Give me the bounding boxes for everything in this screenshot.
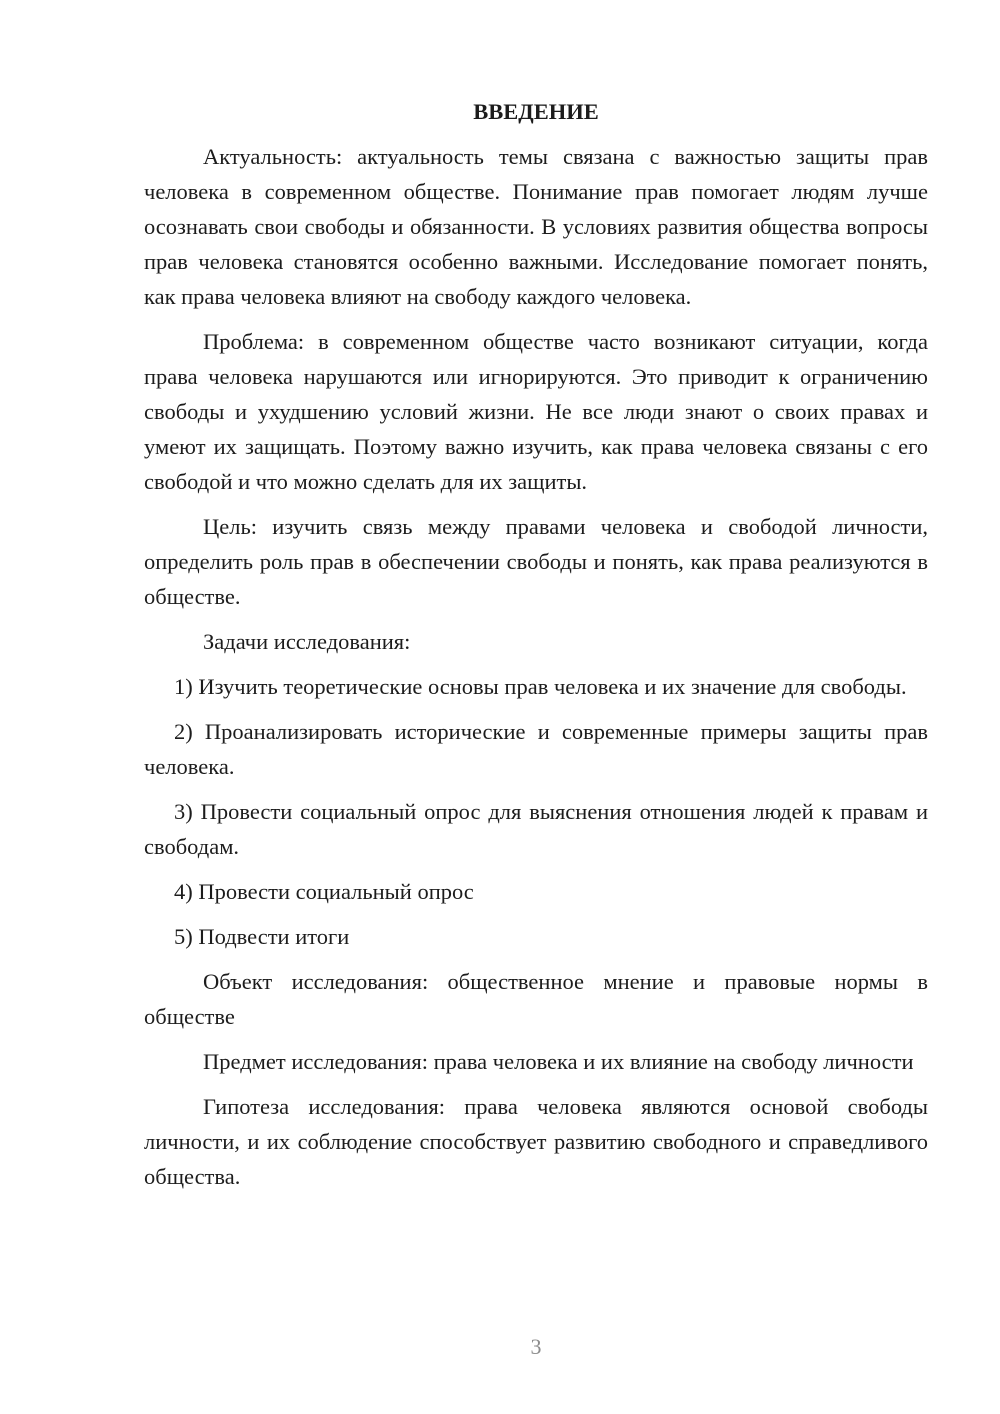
task-item-4: 4) Провести социальный опрос <box>174 879 474 904</box>
task-item-2: 2) Проанализировать исторические и современные примеры защиты прав человека. <box>144 719 928 779</box>
tasks-heading: Задачи исследования: <box>203 629 411 654</box>
task-item-5: 5) Подвести итоги <box>174 924 350 949</box>
object-paragraph: Объект исследования: общественное мнение и правовые нормы в обществе <box>144 969 928 1029</box>
problem-paragraph: Проблема: в современном обществе часто возникают ситуации, когда права человека нарушаются или игнорируются. Это приводит к ограничению свободы и ухудшению условий жизни. Не все люди знают о своих правах и умеют их защищать. Поэтому важно изучить, как права человека связаны с его свободой и что можно сделать для их защиты. <box>144 329 928 494</box>
task-item-3: 3) Провести социальный опрос для выяснения отношения людей к правам и свободам. <box>144 799 928 859</box>
subject-paragraph: Предмет исследования: права человека и их влияние на свободу личности <box>203 1049 914 1074</box>
task-item-1: 1) Изучить теоретические основы прав человека и их значение для свободы. <box>174 674 907 699</box>
hypothesis-paragraph: Гипотеза исследования: права человека являются основой свободы личности, и их соблюдение способствует развитию свободного и справедливого общества. <box>144 1094 928 1189</box>
relevance-paragraph: Актуальность: актуальность темы связана с важностью защиты прав человека в современном обществе. Понимание прав помогает людям лучше осознавать свои свободы и обязанности. В условиях развития общества вопросы прав человека становятся особенно важными. Исследование помогает понять, как права человека влияют на свободу каждого человека. <box>144 144 928 309</box>
goal-paragraph: Цель: изучить связь между правами человека и свободой личности, определить роль прав в обеспечении свободы и понять, как права реализуются в обществе. <box>144 514 928 609</box>
document-body <box>144 94 928 1204</box>
page-number: 3 <box>530 1334 542 1359</box>
section-title: ВВЕДЕНИЕ <box>473 99 599 124</box>
